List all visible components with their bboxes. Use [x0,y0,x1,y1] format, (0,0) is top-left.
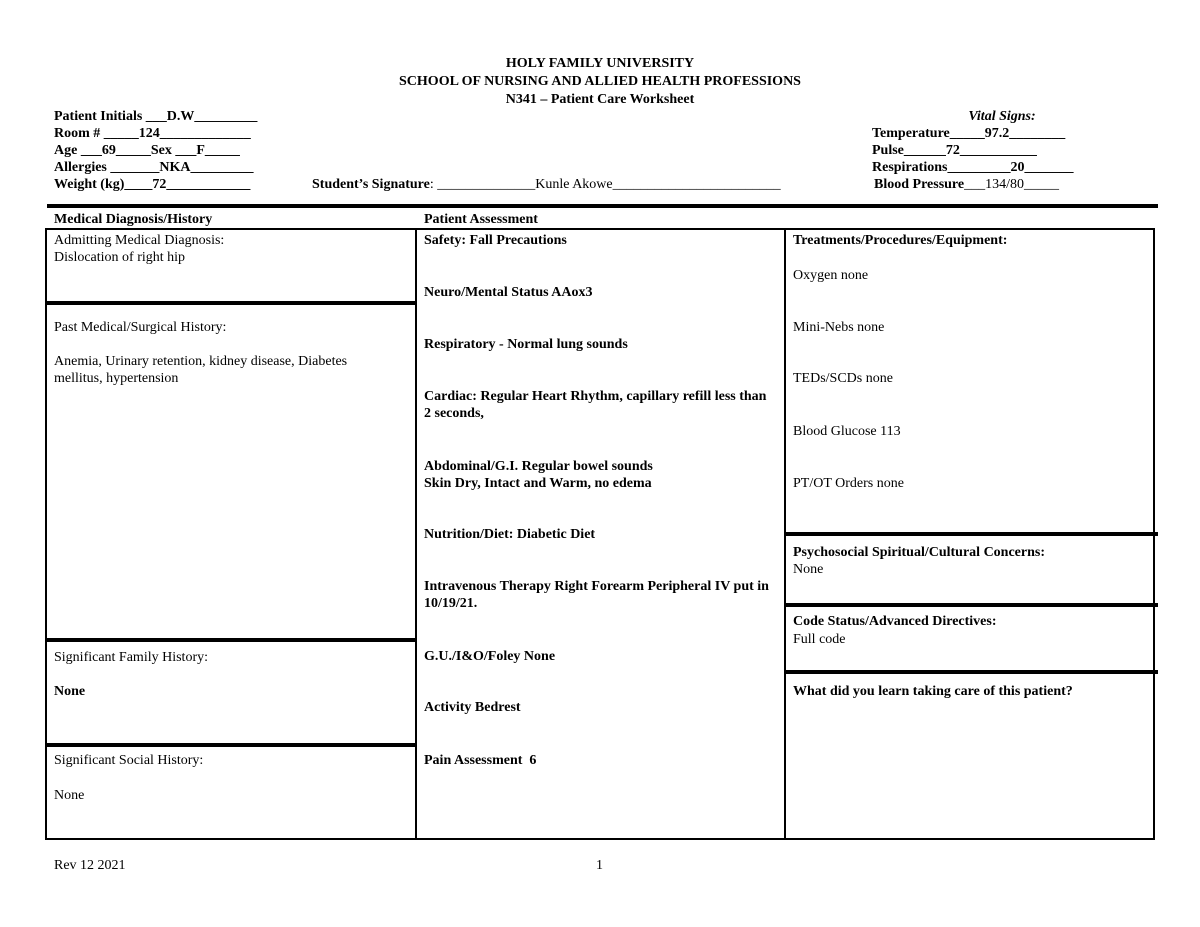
weight: Weight (kg)____72____________ [54,177,251,192]
left-divider-2 [45,638,417,642]
patient-initials: Patient Initials ___D.W_________ [54,109,258,124]
social-history-value: None [54,788,85,803]
right-divider-3 [784,670,1158,674]
school-title: SCHOOL OF NURSING AND ALLIED HEALTH PROFESSIONS [399,74,801,89]
table-bottom-border [45,838,1155,840]
column-divider-left [415,228,417,840]
signature-value: : ______________Kunle Akowe________________________ [429,177,781,192]
medical-history-header: Medical Diagnosis/History [54,212,213,227]
treatments-label: Treatments/Procedures/Equipment: [793,233,1008,248]
page-number: 1 [596,858,603,873]
signature-label: Student’s Signature [312,177,430,192]
age-sex: Age ___69_____Sex ___F_____ [54,143,240,158]
assessment-activity: Activity Bedrest [424,700,521,715]
admitting-diagnosis-label: Admitting Medical Diagnosis: [54,233,225,248]
university-title: HOLY FAMILY UNIVERSITY [505,56,695,71]
psychosocial-value: None [793,562,824,577]
left-divider-3 [45,743,417,747]
code-status-label: Code Status/Advanced Directives: [793,614,997,629]
admitting-diagnosis-value: Dislocation of right hip [54,250,186,265]
bp-label: Blood Pressure [874,177,965,192]
assessment-abdominal: Abdominal/G.I. Regular bowel sounds [424,459,653,474]
student-signature [312,176,781,193]
respirations: Respirations_________20_______ [872,160,1074,175]
left-divider-1 [45,301,417,305]
vital-signs-title: Vital Signs: [968,109,1036,124]
table-left-border [45,228,47,840]
family-history-value: None [54,684,86,699]
table-top-border [47,228,1155,230]
header-divider [47,204,1158,208]
bp-value: ___134/80_____ [964,177,1059,192]
assessment-safety: Safety: Fall Precautions [424,233,567,248]
revision-date: Rev 12 2021 [54,858,126,873]
assessment-respiratory: Respiratory - Normal lung sounds [424,337,628,352]
pulse: Pulse______72___________ [872,143,1037,158]
right-divider-2 [784,603,1158,607]
room-number: Room # _____124_____________ [54,126,251,141]
blood-glucose-value: Blood Glucose 113 [793,424,901,439]
assessment-cardiac: Cardiac: Regular Heart Rhythm, capillary refill less than 2 seconds, [424,389,767,421]
assessment-neuro: Neuro/Mental Status AAox3 [424,285,593,300]
social-history-label: Significant Social History: [54,753,204,768]
patient-assessment-header: Patient Assessment [424,212,538,227]
code-status-value: Full code [793,632,846,647]
assessment-pain: Pain Assessment 6 [424,753,537,768]
teds-value: TEDs/SCDs none [793,371,893,386]
course-title: N341 – Patient Care Worksheet [505,92,695,107]
assessment-gu: G.U./I&O/Foley None [424,649,556,664]
psychosocial-label: Psychosocial Spiritual/Cultural Concerns: [793,545,1046,560]
assessment-nutrition: Nutrition/Diet: Diabetic Diet [424,527,596,542]
past-history-value: Anemia, Urinary retention, kidney disease, Diabetes mellitus, hypertension [54,354,348,386]
family-history-label: Significant Family History: [54,650,208,665]
learning-reflection-label: What did you learn taking care of this patient? [793,684,1073,699]
blood-pressure [874,176,1059,193]
assessment-iv-therapy: Intravenous Therapy Right Forearm Peripheral IV put in 10/19/21. [424,579,769,611]
temperature: Temperature_____97.2________ [872,126,1066,141]
allergies: Allergies _______NKA_________ [54,160,254,175]
oxygen-value: Oxygen none [793,268,869,283]
past-history-label: Past Medical/Surgical History: [54,320,227,335]
assessment-skin: Skin Dry, Intact and Warm, no edema [424,476,652,491]
mininebs-value: Mini-Nebs none [793,320,885,335]
ptot-value: PT/OT Orders none [793,476,904,491]
right-divider-1 [784,532,1158,536]
